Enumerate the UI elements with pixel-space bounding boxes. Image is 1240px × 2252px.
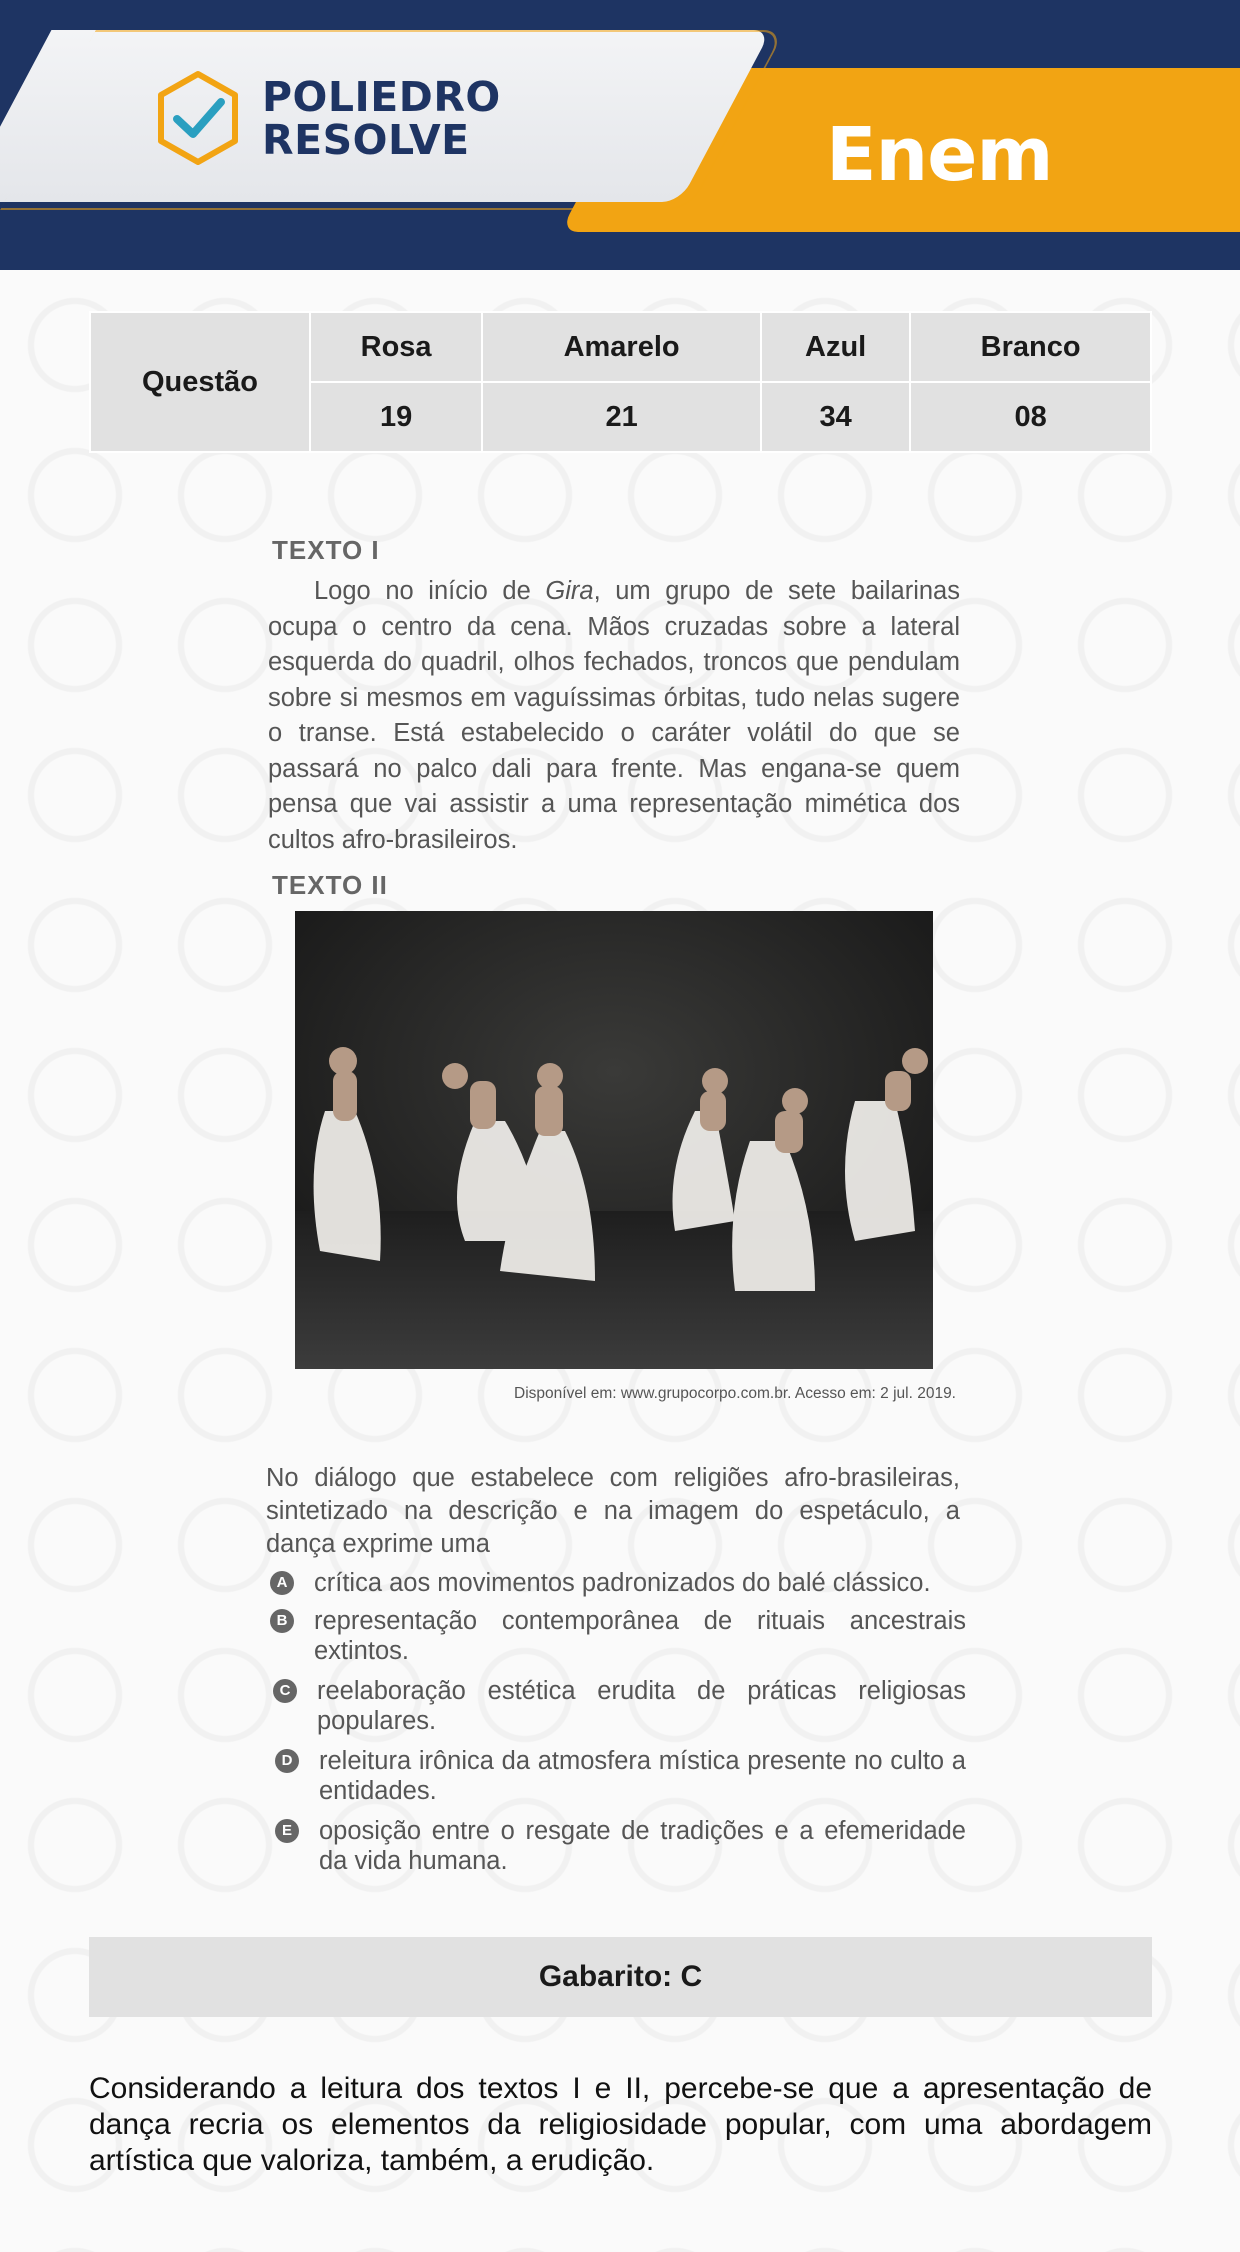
brand-line-2: RESOLVE [262,116,470,164]
option-e-text: oposição entre o resgate de tradições e a efemeridade da vida humana. [319,1817,966,1875]
texto-1-title: TEXTO I [272,535,380,565]
brand-logo-text [262,73,501,164]
column-amarelo: Amarelo [482,312,761,382]
option-b-text: representação contemporânea de rituais ancestrais extintos. [314,1607,966,1665]
exam-name: Enem [826,112,1053,198]
question-stem: No diálogo que estabelece com religiões afro-brasileiras, sintetizado na descrição e na imagem do espetáculo, a dança exprime uma [266,1464,960,1558]
option-b[interactable] [270,1606,966,1666]
option-d-text: releitura irônica da atmosfera mística presente no culto a entidades. [319,1747,966,1805]
column-azul: Azul [761,312,910,382]
checkmark-hexagon-icon [155,70,241,166]
option-a-text: crítica aos movimentos padronizados do balé clássico. [314,1569,931,1597]
texto-1-paragraph [268,574,960,858]
resolution-text: Considerando a leitura dos textos I e II, percebe-se que a apresentação de dança recria os elementos da religiosidade popular, com uma abordagem artística que valoriza, também, a erudição. [89,2072,1152,2177]
number-branco: 08 [910,382,1151,452]
brand-line-1: POLIEDRO [262,73,501,121]
column-rosa: Rosa [310,312,482,382]
option-d-badge: D [275,1749,299,1773]
option-c-text: reelaboração estética erudita de práticas religiosas populares. [317,1677,966,1735]
option-c-badge: C [273,1679,297,1703]
texto-1-text-after: , um grupo de sete bailarinas ocupa o centro da cena. Mãos cruzadas sobre a lateral esquerda do quadril, olhos fechados, troncos que pendulam sobre si mesmos em vaguíssimas órbitas, tudo nelas sugere o transe. Está estabelecido o caráter volátil do que se passará no palco dali para frente. Mas engana-se quem pensa que vai assistir a uma representação mimética dos cultos afro-brasileiros. [268,577,960,854]
number-azul: 34 [761,382,910,452]
option-e-badge: E [275,1819,299,1843]
texto-1-italic-title: Gira [545,577,594,605]
option-b-badge: B [270,1609,294,1633]
number-amarelo: 21 [482,382,761,452]
texto-2-title: TEXTO II [272,870,388,900]
option-a[interactable] [270,1568,966,1598]
column-branco: Branco [910,312,1151,382]
answer-key: Gabarito: C [89,1937,1152,2017]
texto-1-text-before: Logo no início de [314,577,546,605]
option-d[interactable] [270,1746,966,1806]
number-rosa: 19 [310,382,482,452]
option-c[interactable] [270,1676,966,1736]
table-row [90,312,1151,382]
dance-performance-photo [295,911,933,1369]
header-banner [0,0,1240,270]
option-e[interactable] [270,1816,966,1876]
exam-question-body [268,535,960,1403]
answer-options [270,1568,966,1876]
photo-caption: Disponível em: www.grupocorpo.com.br. Acesso em: 2 jul. 2019. [514,1385,956,1402]
table-row-label: Questão [90,312,310,452]
question-number-table [89,311,1152,453]
option-a-badge: A [270,1571,294,1595]
